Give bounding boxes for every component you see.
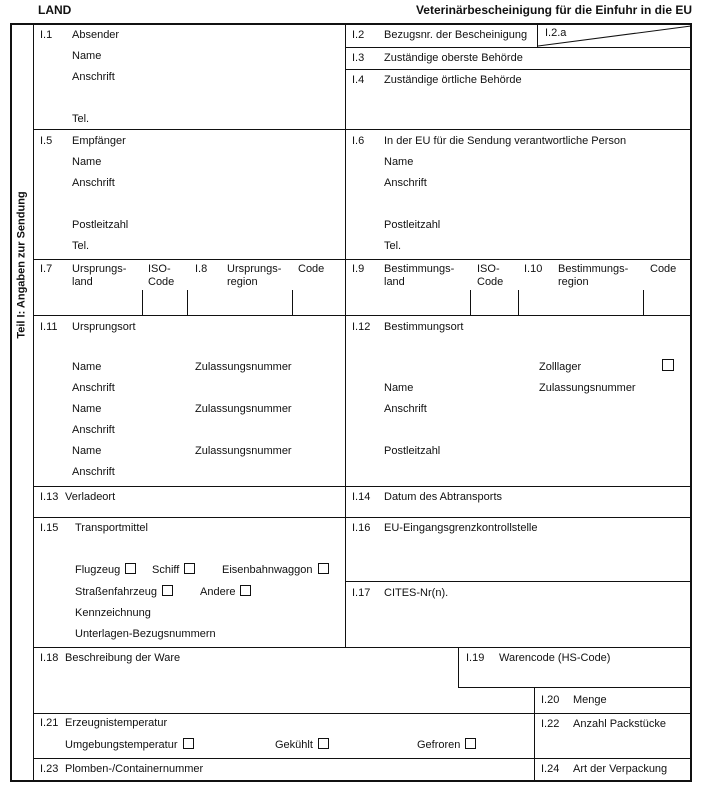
field-i17-label: CITES-Nr(n). [384, 587, 449, 599]
field-i16-number: I.16 [352, 522, 371, 534]
i15-doc-refs-label: Unterlagen-Bezugsnummern [75, 628, 216, 640]
field-i8-number: I.8 [195, 263, 208, 275]
grid-line [33, 259, 692, 260]
i6-address-label: Anschrift [384, 177, 427, 189]
grid-line [345, 69, 692, 70]
i21-gefroren-checkbox[interactable] [465, 738, 476, 749]
i12-postal-label: Postleitzahl [384, 445, 441, 457]
i9-iso-line1: ISO- [477, 263, 500, 275]
field-i8-label-line1: Ursprungs- [227, 263, 282, 275]
i15-identification-label: Kennzeichnung [75, 607, 151, 619]
i21-option-gefroren [417, 738, 476, 752]
i12-name-label: Name [384, 382, 414, 394]
i7-iso-line2: Code [148, 276, 175, 288]
field-i7-label-line2: land [72, 276, 93, 288]
i11-address-label: Anschrift [72, 382, 115, 394]
i15-andere-checkbox[interactable] [240, 585, 251, 596]
field-i15-label: Transportmittel [75, 522, 148, 534]
subcolumn-tick [643, 290, 644, 315]
i1-address-label: Anschrift [72, 71, 115, 83]
i15-option-eisenbahnwaggon-label: Eisenbahnwaggon [222, 564, 313, 576]
grid-line [33, 517, 692, 518]
i15-flugzeug-checkbox[interactable] [125, 563, 136, 574]
field-i17-number: I.17 [352, 587, 371, 599]
field-i10-label-line1: Bestimmungs- [558, 263, 629, 275]
i5-name-label: Name [72, 156, 102, 168]
field-i20-number: I.20 [541, 694, 560, 706]
i1-tel-label: Tel. [72, 113, 90, 125]
grid-line [534, 687, 535, 782]
i12-address-label: Anschrift [384, 403, 427, 415]
field-i1-number: I.1 [40, 29, 53, 41]
field-i18-number: I.18 [40, 652, 59, 664]
i15-option-andere [200, 585, 251, 599]
field-i18-label: Beschreibung der Ware [65, 652, 181, 664]
field-i12-label: Bestimmungsort [384, 321, 464, 333]
i8-code-label: Code [298, 263, 325, 275]
field-i22-number: I.22 [541, 718, 560, 730]
field-i2-label: Bezugsnr. der Bescheinigung [384, 29, 528, 41]
field-i2a-number: I.2.a [545, 27, 567, 39]
country-label: LAND [38, 3, 72, 17]
i11-address-label: Anschrift [72, 424, 115, 436]
i12-customs-warehouse-checkbox[interactable] [662, 359, 674, 371]
form-title: Veterinärbescheinigung für die Einfuhr in die EU [415, 3, 692, 17]
field-i3-number: I.3 [352, 52, 365, 64]
field-i14-label: Datum des Abtransports [384, 491, 503, 503]
i11-name-label: Name [72, 445, 102, 457]
grid-line [33, 647, 692, 648]
field-i4-label: Zuständige örtliche Behörde [384, 74, 522, 86]
i5-tel-label: Tel. [72, 240, 90, 252]
part-one-sidebar [10, 100, 33, 430]
field-i19-number: I.19 [466, 652, 485, 664]
field-i5-label: Empfänger [72, 135, 126, 147]
i15-option-eisenbahnwaggon [222, 563, 329, 577]
i15-eisenbahnwaggon-checkbox[interactable] [318, 563, 329, 574]
field-i13-label: Verladeort [65, 491, 116, 503]
i11-approval-label: Zulassungsnummer [195, 361, 292, 373]
i12-approval-label: Zulassungsnummer [539, 382, 636, 394]
field-i22-label: Anzahl Packstücke [573, 718, 666, 730]
grid-line [33, 23, 34, 782]
i15-option-andere-label: Andere [200, 586, 236, 598]
grid-line [458, 687, 692, 688]
grid-line [33, 129, 692, 130]
i12-customs-warehouse-label: Zolllager [539, 361, 582, 373]
field-i7-label-line1: Ursprungs- [72, 263, 127, 275]
field-i12-number: I.12 [352, 321, 371, 333]
field-i14-number: I.14 [352, 491, 371, 503]
field-i6-label: In der EU für die Sendung verantwortliche Person [384, 135, 627, 147]
field-i24-number: I.24 [541, 763, 560, 775]
grid-line [345, 47, 692, 48]
field-i9-label-line2: land [384, 276, 405, 288]
grid-line [345, 23, 346, 647]
i21-option-umgebungstemperatur-label: Umgebungstemperatur [65, 739, 178, 751]
field-i1-label: Absender [72, 29, 120, 41]
field-i6-number: I.6 [352, 135, 365, 147]
subcolumn-tick [518, 290, 519, 315]
i9-iso-line2: Code [477, 276, 504, 288]
field-i20-label: Menge [573, 694, 607, 706]
i21-option-umgebungstemperatur [65, 738, 194, 752]
field-i4-number: I.4 [352, 74, 365, 86]
i21-option-gekuehlt [275, 738, 329, 752]
field-i8-label-line2: region [227, 276, 258, 288]
grid-line [458, 647, 459, 687]
i15-option-strassenfahrzeug-label: Straßenfahrzeug [75, 586, 157, 598]
field-i16-label: EU-Eingangsgrenzkontrollstelle [384, 522, 538, 534]
field-i3-label: Zuständige oberste Behörde [384, 52, 523, 64]
subcolumn-tick [187, 290, 188, 315]
grid-line [345, 581, 692, 582]
field-i15-number: I.15 [40, 522, 59, 534]
i5-address-label: Anschrift [72, 177, 115, 189]
field-i7-number: I.7 [40, 263, 53, 275]
grid-line [33, 315, 692, 316]
i5-postal-label: Postleitzahl [72, 219, 129, 231]
i11-name-label: Name [72, 403, 102, 415]
field-i23-label: Plomben-/Containernummer [65, 763, 204, 775]
i11-approval-label: Zulassungsnummer [195, 445, 292, 457]
i15-option-flugzeug [75, 563, 136, 577]
field-i10-label-line2: region [558, 276, 589, 288]
field-i5-number: I.5 [40, 135, 53, 147]
subcolumn-tick [470, 290, 471, 315]
i21-option-gefroren-label: Gefroren [417, 739, 461, 751]
field-i11-label: Ursprungsort [72, 321, 136, 333]
i21-gekuehlt-checkbox[interactable] [318, 738, 329, 749]
i11-address-label: Anschrift [72, 466, 115, 478]
subcolumn-tick [292, 290, 293, 315]
field-i23-number: I.23 [40, 763, 59, 775]
i1-name-label: Name [72, 50, 102, 62]
i6-tel-label: Tel. [384, 240, 402, 252]
i15-option-strassenfahrzeug [75, 585, 173, 599]
grid-line [33, 713, 692, 714]
i2a-diagonal-line [538, 24, 691, 47]
field-i24-label: Art der Verpackung [573, 763, 668, 775]
i7-iso-line1: ISO- [148, 263, 171, 275]
i6-name-label: Name [384, 156, 414, 168]
i15-schiff-checkbox[interactable] [184, 563, 195, 574]
i15-option-schiff-label: Schiff [152, 564, 180, 576]
field-i21-number: I.21 [40, 717, 59, 729]
field-i19-label: Warencode (HS-Code) [499, 652, 611, 664]
i6-postal-label: Postleitzahl [384, 219, 441, 231]
field-i21-label: Erzeugnistemperatur [65, 717, 168, 729]
field-i9-number: I.9 [352, 263, 365, 275]
field-i11-number: I.11 [40, 321, 58, 333]
i11-name-label: Name [72, 361, 102, 373]
i15-strassenfahrzeug-checkbox[interactable] [162, 585, 173, 596]
grid-line [33, 758, 692, 759]
i15-option-flugzeug-label: Flugzeug [75, 564, 121, 576]
field-i13-number: I.13 [40, 491, 59, 503]
i21-option-gekuehlt-label: Gekühlt [275, 739, 313, 751]
field-i2-number: I.2 [352, 29, 365, 41]
part-one-label: Teil I: Angaben zur Sendung [15, 191, 28, 339]
i11-approval-label: Zulassungsnummer [195, 403, 292, 415]
i10-code-label: Code [650, 263, 677, 275]
field-i9-label-line1: Bestimmungs- [384, 263, 455, 275]
i21-umgebungstemperatur-checkbox[interactable] [183, 738, 194, 749]
subcolumn-tick [142, 290, 143, 315]
grid-line [33, 486, 692, 487]
i15-option-schiff [152, 563, 195, 577]
field-i10-number: I.10 [524, 263, 543, 275]
